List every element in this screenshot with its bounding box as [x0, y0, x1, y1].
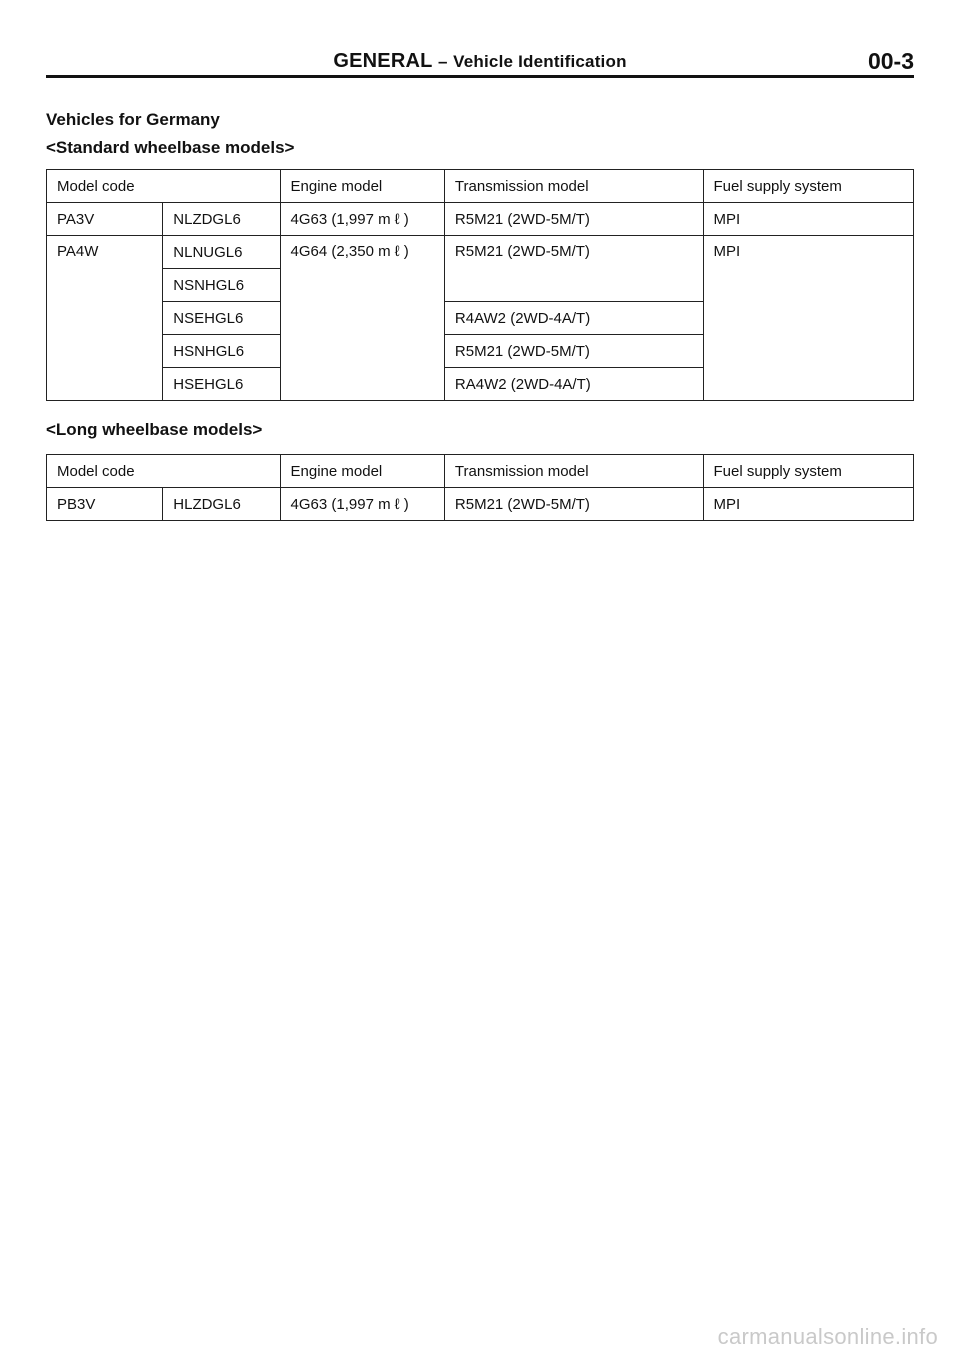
col-fuel-supply: Fuel supply system [703, 455, 914, 488]
header-rule [46, 75, 914, 78]
variant-cell: NLZDGL6 [163, 203, 280, 236]
section-title: Vehicles for Germany [46, 110, 220, 129]
title-main: GENERAL [333, 50, 433, 72]
engine-cell: 4G64 (2,350 m ℓ ) [280, 236, 444, 401]
table-row [47, 488, 914, 521]
transmission-cell: R5M21 (2WD-5M/T) [444, 203, 703, 236]
variant-cell: NLNUGL6 [163, 236, 280, 269]
col-engine-model: Engine model [280, 455, 444, 488]
col-transmission-model: Transmission model [444, 455, 703, 488]
variant-cell: NSEHGL6 [163, 302, 280, 335]
fuel-cell: MPI [703, 203, 914, 236]
variant-cell: HSEHGL6 [163, 368, 280, 401]
title-dash: – [438, 52, 448, 71]
model-code-cell: PB3V [47, 488, 163, 521]
table-header-row [47, 170, 914, 203]
long-models-table [46, 454, 914, 521]
page-number: 00-3 [867, 48, 914, 74]
variant-cell: HLZDGL6 [163, 488, 280, 521]
col-model-code: Model code [47, 455, 281, 488]
col-fuel-supply: Fuel supply system [703, 170, 914, 203]
col-model-code: Model code [47, 170, 281, 203]
variant-cell: NSNHGL6 [163, 269, 280, 302]
transmission-cell: R5M21 (2WD-5M/T) [444, 236, 703, 302]
col-transmission-model: Transmission model [444, 170, 703, 203]
model-code-cell: PA3V [47, 203, 163, 236]
transmission-cell: R5M21 (2WD-5M/T) [444, 488, 703, 521]
transmission-cell: RA4W2 (2WD-4A/T) [444, 368, 703, 401]
table-row [47, 236, 914, 269]
table-header-row [47, 455, 914, 488]
variant-cell: HSNHGL6 [163, 335, 280, 368]
transmission-cell: R5M21 (2WD-5M/T) [444, 335, 703, 368]
title-sub: Vehicle Identification [453, 52, 627, 71]
long-heading: <Long wheelbase models> [46, 420, 263, 439]
engine-cell: 4G63 (1,997 m ℓ ) [280, 488, 444, 521]
page-title [46, 50, 914, 73]
fuel-cell: MPI [703, 488, 914, 521]
standard-heading: <Standard wheelbase models> [46, 138, 295, 157]
table-row [47, 203, 914, 236]
page-header [46, 48, 914, 78]
engine-cell: 4G63 (1,997 m ℓ ) [280, 203, 444, 236]
fuel-cell: MPI [703, 236, 914, 401]
transmission-cell: R4AW2 (2WD-4A/T) [444, 302, 703, 335]
standard-models-table [46, 169, 914, 401]
watermark: carmanualsonline.info [717, 1324, 938, 1349]
model-code-cell: PA4W [47, 236, 163, 401]
col-engine-model: Engine model [280, 170, 444, 203]
